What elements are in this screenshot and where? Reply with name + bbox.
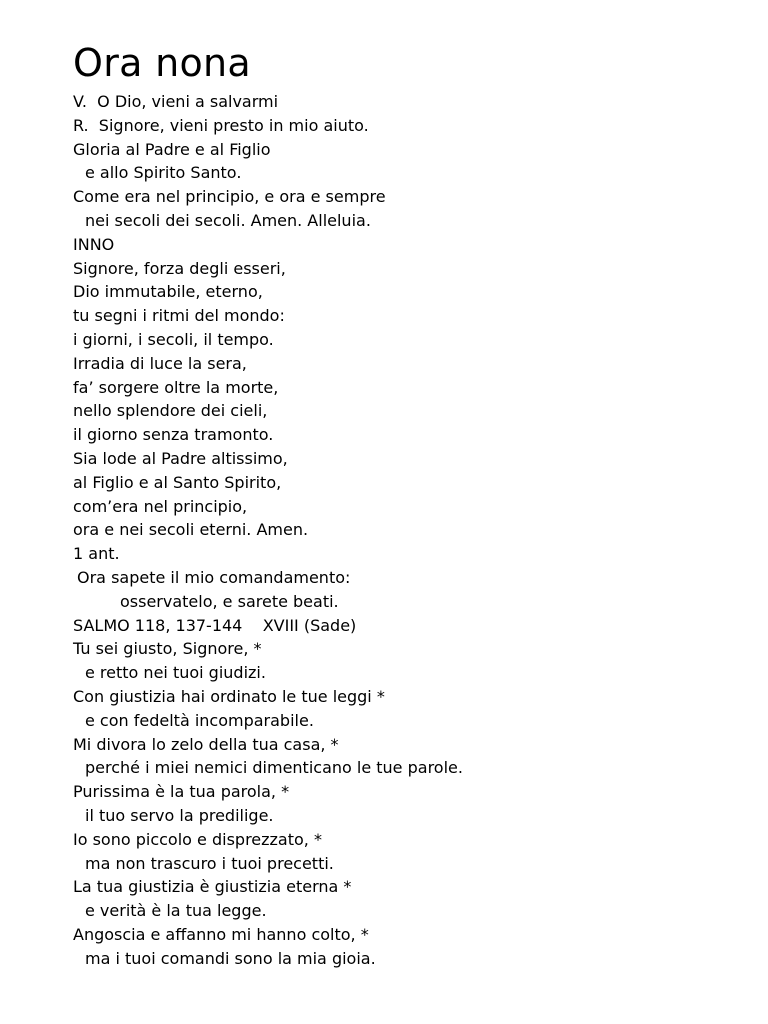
- text-line: Ora sapete il mio comandamento:: [77, 567, 351, 587]
- text-line: Mi divora lo zelo della tua casa, *: [73, 734, 339, 754]
- text-line: nei secoli dei secoli. Amen. Alleluia.: [85, 210, 371, 230]
- text-line: Tu sei giusto, Signore, *: [73, 639, 262, 659]
- text-line: ma i tuoi comandi sono la mia gioia.: [85, 948, 376, 968]
- text-line: tu segni i ritmi del mondo:: [73, 306, 285, 326]
- text-line: al Figlio e al Santo Spirito,: [73, 472, 282, 492]
- text-lines: [73, 90, 753, 970]
- text-line: Come era nel principio, e ora e sempre: [73, 187, 386, 207]
- text-line: e allo Spirito Santo.: [85, 163, 242, 183]
- text-line: osservatelo, e sarete beati.: [120, 591, 339, 611]
- text-line: SALMO 118, 137-144 XVIII (Sade): [73, 615, 357, 635]
- text-line: fa’ sorgere oltre la morte,: [73, 377, 279, 397]
- text-line: Signore, forza degli esseri,: [73, 258, 286, 278]
- text-line: e verità è la tua legge.: [85, 901, 267, 921]
- text-line: La tua giustizia è giustizia eterna *: [73, 877, 352, 897]
- document-page: [73, 40, 753, 970]
- text-line: ma non trascuro i tuoi precetti.: [85, 853, 334, 873]
- text-line: ora e nei secoli eterni. Amen.: [73, 520, 309, 540]
- text-line: Dio immutabile, eterno,: [73, 282, 263, 302]
- text-line: e con fedeltà incomparabile.: [85, 710, 314, 730]
- text-line: Purissima è la tua parola, *: [73, 782, 290, 802]
- text-line: Angoscia e affanno mi hanno colto, *: [73, 924, 369, 944]
- text-line: R. Signore, vieni presto in mio aiuto.: [73, 115, 369, 135]
- text-line: il giorno senza tramonto.: [73, 425, 274, 445]
- text-line: 1 ant.: [73, 544, 120, 564]
- text-line: nello splendore dei cieli,: [73, 401, 268, 421]
- text-line: i giorni, i secoli, il tempo.: [73, 329, 274, 349]
- text-line: Gloria al Padre e al Figlio: [73, 139, 271, 159]
- text-line: e retto nei tuoi giudizi.: [85, 663, 266, 683]
- text-line: il tuo servo la predilige.: [85, 805, 274, 825]
- text-line: perché i miei nemici dimenticano le tue parole.: [85, 758, 463, 778]
- text-line: V. O Dio, vieni a salvarmi: [73, 92, 279, 111]
- text-line: Con giustizia hai ordinato le tue leggi *: [73, 686, 385, 706]
- text-line: com’era nel principio,: [73, 496, 248, 516]
- text-line: Sia lode al Padre altissimo,: [73, 448, 288, 468]
- text-line: Io sono piccolo e disprezzato, *: [73, 829, 322, 849]
- page-title: Ora nona: [73, 41, 252, 85]
- text-line: Irradia di luce la sera,: [73, 353, 247, 373]
- text-line: INNO: [73, 234, 115, 254]
